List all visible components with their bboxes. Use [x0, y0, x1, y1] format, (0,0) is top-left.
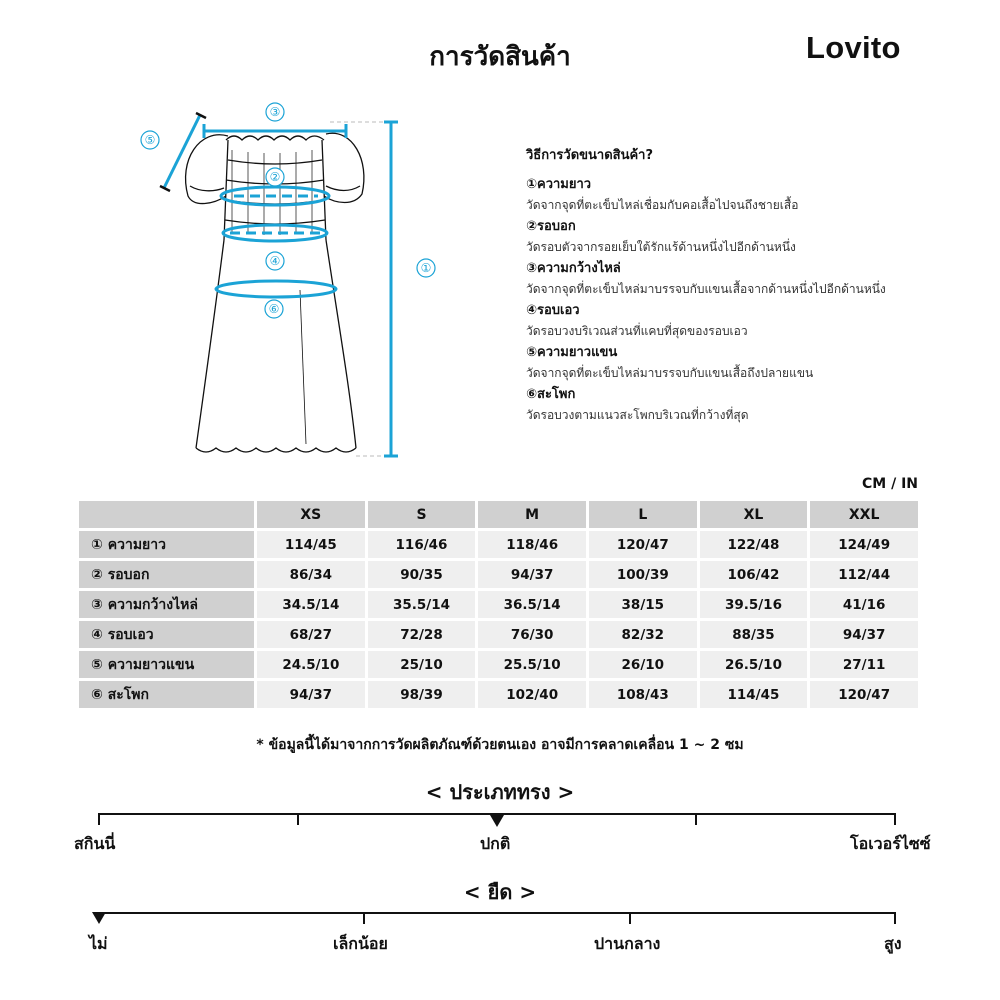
measurement-cell: 124/49 [810, 531, 918, 558]
fit-scale-tick [297, 813, 299, 825]
stretch-label: ไม่ [89, 934, 108, 953]
stretch-scale-tick [629, 912, 631, 924]
measurement-cell: 114/45 [257, 531, 365, 558]
guide-item-desc: วัดจากจุดที่ตะเข็บไหล่มาบรรจบกับแขนเสื้อจากด้านหนึ่งไปอีกด้านหนึ่ง [526, 282, 886, 296]
measurement-cell: 94/37 [478, 561, 586, 588]
stretch-scale-marker [92, 912, 106, 924]
measurement-row-label: ④ รอบเอว [79, 621, 254, 648]
size-column-header: XXL [810, 501, 918, 528]
size-column-header: L [589, 501, 697, 528]
measurement-cell: 106/42 [700, 561, 808, 588]
size-column-header: S [368, 501, 476, 528]
unit-label: CM / IN [862, 476, 918, 492]
table-header-row [79, 501, 918, 528]
callout-sleeve: ⑤ [144, 133, 156, 147]
callout-length: ① [420, 261, 432, 275]
guide-item [526, 342, 986, 384]
measurement-cell: 82/32 [589, 621, 697, 648]
measurement-cell: 24.5/10 [257, 651, 365, 678]
measurement-row-label: ⑤ ความยาวแขน [79, 651, 254, 678]
measurement-cell: 88/35 [700, 621, 808, 648]
size-column-header: XL [700, 501, 808, 528]
measurement-row-label: ⑥ สะโพก [79, 681, 254, 708]
brand-logo: Lovito [806, 30, 901, 65]
measurement-cell: 25/10 [368, 651, 476, 678]
measurement-row-label: ① ความยาว [79, 531, 254, 558]
guide-heading: วิธีการวัดขนาดสินค้า? [526, 148, 654, 163]
fit-label: ปกติ [480, 834, 511, 853]
stretch-scale-tick [894, 912, 896, 924]
guide-item-name: ⑥สะโพก [526, 387, 576, 402]
stretch-label: สูง [884, 934, 902, 953]
measurement-cell: 26/10 [589, 651, 697, 678]
measurement-cell: 26.5/10 [700, 651, 808, 678]
measurement-cell: 116/46 [368, 531, 476, 558]
measurement-guide [526, 145, 986, 426]
fit-scale-title: < ประเภททรง > [425, 780, 575, 804]
size-column-header: M [478, 501, 586, 528]
size-table [76, 498, 921, 711]
callout-waist: ④ [269, 254, 281, 268]
guide-item [526, 384, 986, 426]
table-row [79, 621, 918, 648]
fit-scale-tick [894, 813, 896, 825]
measurement-cell: 112/44 [810, 561, 918, 588]
guide-item-desc: วัดรอบตัวจากรอยเย็บใต้รักแร้ด้านหนึ่งไปอีกด้านหนึ่ง [526, 240, 796, 254]
stretch-label: ปานกลาง [594, 934, 661, 953]
callout-bust: ② [269, 170, 281, 184]
measurement-cell: 102/40 [478, 681, 586, 708]
measurement-row-label: ③ ความกว้างไหล่ [79, 591, 254, 618]
measurement-cell: 76/30 [478, 621, 586, 648]
stretch-scale-title: < ยืด > [463, 880, 537, 904]
fit-label: โอเวอร์ไซซ์ [850, 834, 931, 853]
guide-item-desc: วัดจากจุดที่ตะเข็บไหล่เชื่อมกับคอเสื้อไปจนถึงชายเสื้อ [526, 198, 799, 212]
measurement-cell: 36.5/14 [478, 591, 586, 618]
measurement-cell: 86/34 [257, 561, 365, 588]
guide-item [526, 174, 986, 216]
fit-scale-marker [490, 815, 504, 827]
measurement-cell: 35.5/14 [368, 591, 476, 618]
stretch-label: เล็กน้อย [333, 934, 388, 953]
measurement-cell: 72/28 [368, 621, 476, 648]
table-row [79, 591, 918, 618]
measurement-cell: 27/11 [810, 651, 918, 678]
guide-item-desc: วัดรอบวงตามแนวสะโพกบริเวณที่กว้างที่สุด [526, 408, 749, 422]
stretch-scale-tick [363, 912, 365, 924]
guide-item-desc: วัดจากจุดที่ตะเข็บไหล่มาบรรจบกับแขนเสื้อถึงปลายแขน [526, 366, 814, 380]
measurement-cell: 120/47 [810, 681, 918, 708]
measurement-cell: 90/35 [368, 561, 476, 588]
table-row [79, 681, 918, 708]
guide-item-name: ④รอบเอว [526, 303, 580, 318]
page-title: การวัดสินค้า [429, 42, 571, 72]
callout-shoulder: ③ [269, 105, 281, 119]
guide-item [526, 258, 986, 300]
guide-item-name: ③ความกว้างไหล่ [526, 261, 621, 276]
stretch-scale-line [98, 912, 896, 914]
measurement-cell: 122/48 [700, 531, 808, 558]
guide-item-name: ②รอบอก [526, 219, 576, 234]
measurement-cell: 100/39 [589, 561, 697, 588]
guide-item-name: ⑤ความยาวแขน [526, 345, 618, 360]
guide-item [526, 300, 986, 342]
measurement-cell: 41/16 [810, 591, 918, 618]
table-row [79, 531, 918, 558]
dress-measurement-diagram [120, 95, 440, 465]
guide-item-name: ①ความยาว [526, 177, 592, 192]
measurement-cell: 118/46 [478, 531, 586, 558]
measurement-note: * ข้อมูลนี้ได้มาจากการวัดผลิตภัณฑ์ด้วยตนเอง อาจมีการคลาดเคลื่อน 1 ~ 2 ซม [256, 737, 744, 753]
sleeve-length-line [164, 115, 200, 188]
measurement-cell: 114/45 [700, 681, 808, 708]
hip-ellipse [216, 281, 336, 297]
fit-scale-tick [695, 813, 697, 825]
measurement-cell: 120/47 [589, 531, 697, 558]
callout-hip: ⑥ [268, 302, 280, 316]
measurement-cell: 94/37 [810, 621, 918, 648]
measurement-cell: 39.5/16 [700, 591, 808, 618]
guide-item-desc: วัดรอบวงบริเวณส่วนที่แคบที่สุดของรอบเอว [526, 324, 748, 338]
table-row [79, 651, 918, 678]
measurement-cell: 94/37 [257, 681, 365, 708]
size-column-header: XS [257, 501, 365, 528]
measurement-cell: 34.5/14 [257, 591, 365, 618]
measurement-cell: 38/15 [589, 591, 697, 618]
table-row [79, 561, 918, 588]
measurement-cell: 25.5/10 [478, 651, 586, 678]
measurement-row-label: ② รอบอก [79, 561, 254, 588]
fit-scale-tick [98, 813, 100, 825]
measurement-cell: 98/39 [368, 681, 476, 708]
table-corner [79, 501, 254, 528]
measurement-cell: 68/27 [257, 621, 365, 648]
fit-label: สกินนี่ [74, 834, 116, 853]
measurement-cell: 108/43 [589, 681, 697, 708]
guide-item [526, 216, 986, 258]
